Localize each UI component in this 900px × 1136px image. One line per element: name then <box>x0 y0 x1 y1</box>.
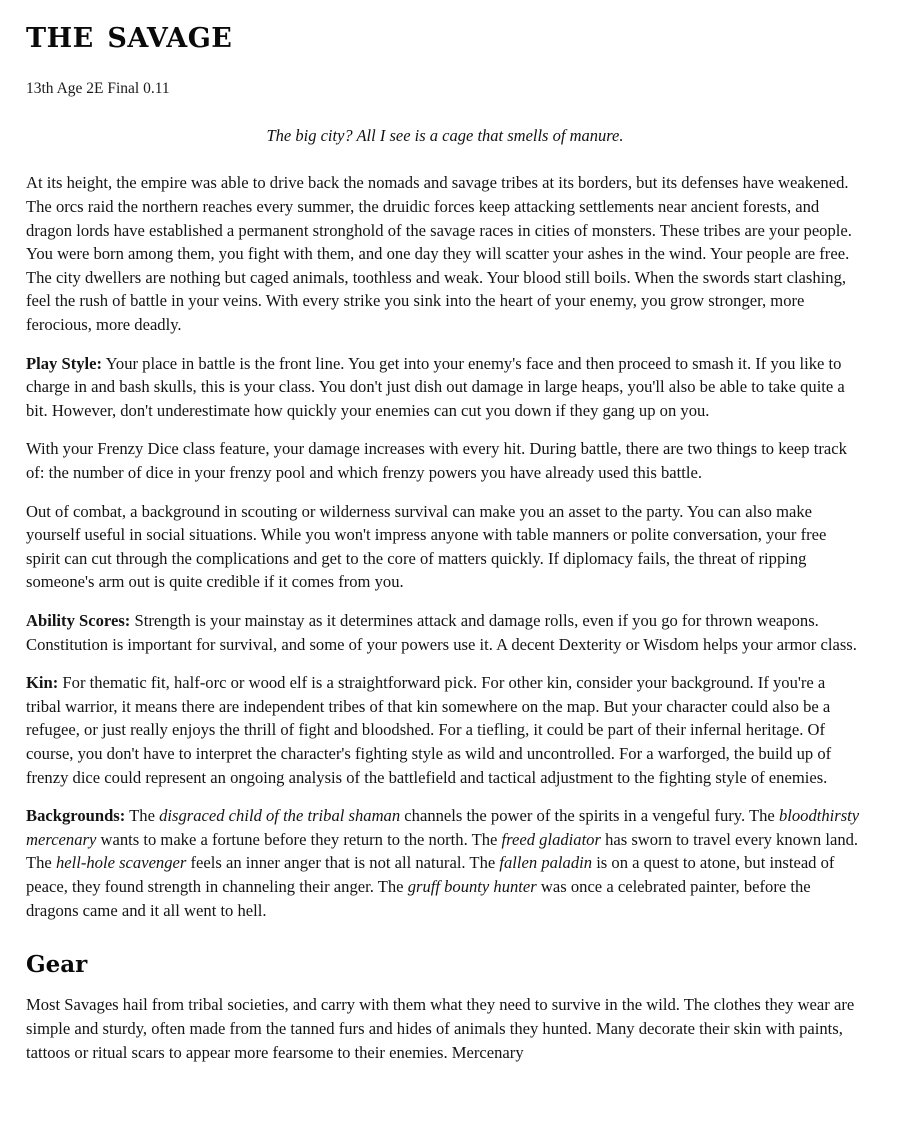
kin-label: Kin: <box>26 673 59 693</box>
paragraph-kin <box>26 671 864 789</box>
ability-scores-label: Ability Scores: <box>26 610 131 630</box>
backgrounds-segment-6: is on a quest to atone, but instead of peace, they found strength in channeling their anger. The <box>26 853 835 896</box>
paragraph-frenzy-dice: With your Frenzy Dice class feature, your damage increases with every hit. During battle, there are two things to keep track of: the number of dice in your frenzy pool and which frenzy powers you have already used this battle. <box>26 439 847 483</box>
page-title: the savage <box>26 11 233 56</box>
background-name-bloodthirsty-mercenary: bloodthirsty mercenary <box>26 806 860 849</box>
ability-scores-body: Strength is your mainstay as it determines attack and damage rolls, even if you go for thrown weapons. Constitution is important for survival, and some of your powers use it. A decent Dexterity or Wisdom helps your armor class. <box>26 610 857 654</box>
backgrounds-segment-3: wants to make a fortune before they return to the north. The <box>96 829 502 849</box>
paragraph-out-of-combat: Out of combat, a background in scouting or wilderness survival can make you an asset to the party. You can also make yourself useful in social situations. While you won't impress anyone with table manners or polite conversation, your free spirit can cut through the complications and get to the core of matters quickly. If diplomacy fails, the threat of ripping someone's arm out is quite credible if it comes from you. <box>26 501 827 592</box>
paragraph-play-style <box>26 352 864 423</box>
play-style-label: Play Style: <box>26 353 103 373</box>
backgrounds-segment-7: was once a celebrated painter, before the dragons came and it all went to hell. <box>26 876 811 920</box>
section-heading-gear: Gear <box>26 951 88 979</box>
background-name-gruff-bounty-hunter: gruff bounty hunter <box>407 876 537 896</box>
backgrounds-label: Backgrounds: <box>26 806 126 826</box>
paragraph-backgrounds <box>26 804 864 922</box>
paragraph-gear: Most Savages hail from tribal societies, and carry with them what they need to survive in the wild. The clothes they wear are simple and sturdy, often made from the tanned furs and hides of animals they hunted. Many decorate their skin with paints, tattoos or ritual scars to appear more fearsome to their enemies. Mercenary <box>26 995 855 1062</box>
background-name-disgraced-child: disgraced child of the tribal shaman <box>159 806 401 826</box>
epigraph-quote: The big city? All I see is a cage that smells of manure. <box>266 126 624 146</box>
kin-body: For thematic fit, half-orc or wood elf is a straightforward pick. For other kin, consider your background. If you're a tribal warrior, it means there are independent tribes of that kin somewhere on the map. But your character could also be a refugee, or just really enjoys the thrill of fight and bloodshed. For a tiefling, it could be part of their infernal heritage. Of course, you don't have to interpret the character's fighting style as wild and uncontrolled. For a warforged, the build up of frenzy dice could represent an ongoing analysis of the battlefield and tactical adjustment to the fighting style of enemies. <box>26 673 832 787</box>
backgrounds-segment-4: has sworn to travel every known land. The <box>26 829 859 873</box>
backgrounds-segment-5: feels an inner anger that is not all natural. The <box>186 853 500 873</box>
play-style-body: Your place in battle is the front line. You get into your enemy's face and then proceed to smash it. If you like to charge in and bash skulls, this is your class. You don't just dish out damage in large heaps, you'll also be able to take quite a bit. However, don't underestimate how quickly your enemies can cut you down if they gang up on you. <box>26 353 845 420</box>
paragraph-intro: At its height, the empire was able to drive back the nomads and savage tribes at its borders, but its defenses have weakened. The orcs raid the northern reaches every summer, the druidic forces keep attacking settlements near ancient forests, and dragon lords have established a permanent stronghold of the savage races in cities of monsters. These tribes are your people. You were born among them, you fight with them, and one day they will scatter your ashes in the wind. Your people are free. The city dwellers are nothing but caged animals, toothless and weak. Your blood still boils. When the swords start clashing, feel the rush of battle in your veins. With every strike you sink into the heart of your enemy, you grow stronger, more ferocious, more deadly. <box>26 173 852 335</box>
backgrounds-segment-1: The <box>125 806 160 826</box>
background-name-hell-hole-scavenger: hell-hole scavenger <box>55 853 187 873</box>
backgrounds-segment-2: channels the power of the spirits in a vengeful fury. The <box>400 806 779 826</box>
background-name-fallen-paladin: fallen paladin <box>499 853 593 873</box>
paragraph-ability-scores <box>26 609 864 656</box>
document-version: 13th Age 2E Final 0.11 <box>26 79 170 97</box>
background-name-freed-gladiator: freed gladiator <box>501 829 601 849</box>
